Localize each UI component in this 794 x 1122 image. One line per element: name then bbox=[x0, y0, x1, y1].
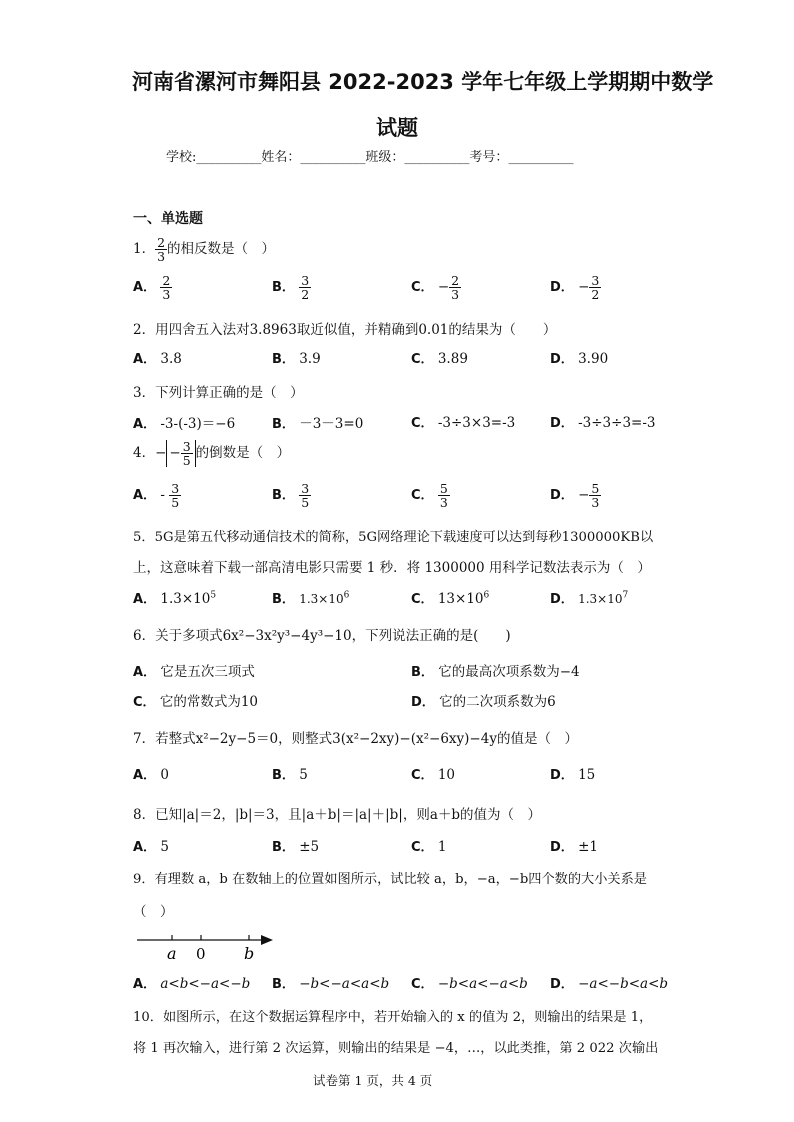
option-value: 3.9 bbox=[299, 351, 321, 367]
option-label: A． bbox=[133, 977, 157, 992]
option-value: 1.3×10 bbox=[160, 591, 211, 607]
option-label: A． bbox=[133, 665, 157, 680]
fraction-numerator: 3 bbox=[171, 481, 180, 496]
question-8: 8．已知|a|＝2，|b|＝3，且|a＋b|＝|a|＋|b|，则a＋b的值为（ ） bbox=[133, 807, 542, 823]
question-7: 7．若整式x²−2y−5＝0，则整式3(x²−2xy)−(x²−6xy)−4y的值是（ ） bbox=[133, 731, 578, 747]
option-label: A． bbox=[133, 280, 157, 296]
page-title-line1: 河南省漯河市舞阳县 2022-2023 学年七年级上学期期中数学 bbox=[132, 70, 714, 94]
q9-option-a bbox=[133, 973, 250, 992]
q4-option-b bbox=[272, 482, 311, 509]
option-value: -3÷3÷3=-3 bbox=[578, 415, 656, 431]
option-value: 0 bbox=[160, 767, 169, 783]
option-value: 它是五次三项式 bbox=[160, 664, 255, 680]
option-value: 1.3×10 bbox=[299, 592, 344, 606]
question-10-line1: 10．如图所示，在这个数据运算程序中，若开始输入的 x 的值为 2，则输出的结果是 1， bbox=[133, 1010, 653, 1025]
q1-option-a bbox=[133, 274, 172, 301]
q1-option-b bbox=[272, 274, 311, 301]
option-value: 15 bbox=[578, 767, 596, 783]
number-blank: __________ bbox=[508, 150, 574, 165]
q2-option-b bbox=[272, 348, 321, 367]
question-3: 3．下列计算正确的是（ ） bbox=[133, 385, 304, 401]
option-value: 1.3×10 bbox=[578, 592, 623, 606]
option-label: B． bbox=[272, 280, 295, 296]
question-2: 2．用四舍五入法对3.8963取近似值，并精确到0.01的结果为（ ） bbox=[133, 322, 557, 338]
question-10-line2: 将 1 再次输入，进行第 2 次运算，则输出的结果是 −4，…，以此类推，第 2 022 次输出 bbox=[133, 1041, 659, 1056]
exponent: 5 bbox=[210, 590, 217, 601]
option-label: C． bbox=[411, 280, 434, 296]
option-value: ±5 bbox=[299, 839, 320, 855]
fraction-denominator: 2 bbox=[301, 287, 310, 303]
option-value: 3.90 bbox=[578, 351, 609, 367]
option-label: B． bbox=[272, 592, 295, 607]
option-label: B． bbox=[272, 417, 295, 432]
minus-sign: − bbox=[437, 279, 450, 296]
q6-option-b bbox=[411, 660, 580, 680]
q8-option-d bbox=[550, 836, 598, 855]
section-heading: 一、单选题 bbox=[133, 211, 203, 227]
exponent: 7 bbox=[622, 590, 629, 601]
option-label: D． bbox=[550, 592, 574, 607]
abs-bar bbox=[166, 440, 195, 467]
q4-option-d bbox=[550, 482, 601, 509]
page-footer: 试卷第 1 页，共 4 页 bbox=[313, 1073, 433, 1088]
fraction-denominator: 5 bbox=[301, 495, 310, 511]
name-blank: __________ bbox=[300, 150, 366, 165]
q8-option-a bbox=[133, 836, 169, 855]
option-value: 5 bbox=[160, 839, 169, 855]
q5-option-d bbox=[550, 588, 628, 607]
q7-option-c bbox=[411, 764, 455, 783]
question-9-line2: （ ） bbox=[133, 904, 174, 920]
option-label: D． bbox=[550, 768, 574, 783]
exponent: 6 bbox=[483, 590, 490, 601]
q7-option-b bbox=[272, 764, 308, 783]
q6-option-c bbox=[133, 690, 258, 710]
q2-option-c bbox=[411, 348, 468, 367]
option-label: C． bbox=[411, 488, 434, 504]
question-9-line1: 9．有理数 a，b 在数轴上的位置如图所示，试比较 a，b，−a，−b四个数的大小关系是 bbox=[133, 872, 647, 887]
q3-option-b bbox=[272, 412, 363, 432]
option-label: D． bbox=[550, 488, 574, 504]
page-title-line2: 试题 bbox=[376, 116, 418, 140]
school-label: 学校: bbox=[166, 150, 197, 165]
q5-option-b bbox=[272, 588, 349, 607]
fraction-denominator: 3 bbox=[591, 495, 600, 511]
q9-option-c bbox=[411, 973, 528, 992]
option-value: 3.8 bbox=[160, 351, 182, 367]
option-value: －3－3=0 bbox=[299, 416, 364, 432]
option-value: 它的最高次项系数为−4 bbox=[438, 664, 580, 680]
question-4 bbox=[133, 440, 290, 467]
option-label: B． bbox=[272, 977, 295, 992]
option-label: B． bbox=[272, 840, 295, 855]
fraction-denominator: 5 bbox=[171, 495, 180, 511]
q1-fraction bbox=[155, 236, 167, 263]
fraction-numerator: 3 bbox=[301, 481, 310, 496]
q4-text: 的倒数是（ ） bbox=[195, 445, 291, 462]
fraction-numerator: 5 bbox=[439, 481, 448, 496]
option-label: A． bbox=[133, 352, 157, 367]
q7-option-d bbox=[550, 764, 595, 783]
axis-label-zero: 0 bbox=[196, 945, 206, 963]
option-label: C． bbox=[411, 840, 434, 855]
question-1 bbox=[133, 236, 275, 263]
option-label: A． bbox=[133, 417, 157, 432]
option-value: 它的二次项系数为6 bbox=[439, 694, 556, 710]
fraction-denominator: 3 bbox=[439, 495, 448, 511]
option-label: D． bbox=[411, 695, 435, 710]
option-value: 1 bbox=[437, 839, 447, 855]
school-blank: __________ bbox=[196, 150, 262, 165]
q9-option-b bbox=[272, 973, 389, 992]
fraction-denominator: 2 bbox=[591, 287, 600, 303]
option-value: 它的常数式为10 bbox=[159, 694, 259, 710]
option-label: D． bbox=[550, 280, 574, 296]
option-label: B． bbox=[272, 352, 295, 367]
option-label: A． bbox=[133, 488, 157, 504]
option-label: C． bbox=[411, 416, 434, 431]
q1-option-d bbox=[550, 274, 601, 301]
option-value: 10 bbox=[437, 767, 456, 783]
fraction-numerator: 3 bbox=[182, 439, 191, 454]
option-label: C． bbox=[411, 768, 434, 783]
info-line bbox=[166, 146, 573, 165]
fraction-denominator: 5 bbox=[182, 453, 191, 469]
option-label: B． bbox=[411, 665, 434, 680]
q6-option-d bbox=[411, 690, 556, 710]
axis-label-a: a bbox=[167, 944, 177, 963]
option-label: A． bbox=[133, 840, 157, 855]
option-value: 13×10 bbox=[437, 591, 484, 607]
option-value: 5 bbox=[299, 767, 308, 783]
option-label: D． bbox=[550, 977, 574, 992]
option-label: B． bbox=[272, 488, 295, 504]
fraction-denominator: 3 bbox=[162, 287, 171, 303]
q3-option-a bbox=[133, 412, 235, 432]
fraction-numerator: 2 bbox=[162, 273, 171, 288]
option-value: 3.89 bbox=[437, 351, 468, 367]
axis-label-b: b bbox=[244, 944, 255, 963]
q1-numerator: 2 bbox=[157, 235, 166, 250]
minus-sign: − bbox=[578, 487, 590, 504]
q4-number: 4． bbox=[133, 445, 156, 462]
number-line bbox=[135, 928, 280, 964]
q1-text: 的相反数是（ ） bbox=[167, 241, 276, 258]
option-value: -3÷3×3=-3 bbox=[437, 415, 516, 431]
fraction-numerator: 2 bbox=[451, 273, 460, 288]
fraction-numerator: 3 bbox=[591, 273, 600, 288]
q8-option-b bbox=[272, 836, 319, 855]
q1-option-c bbox=[411, 274, 461, 301]
number-label: 考号： bbox=[469, 150, 509, 165]
exponent: 6 bbox=[343, 590, 350, 601]
q3-option-d bbox=[550, 412, 656, 431]
option-label: D． bbox=[550, 352, 574, 367]
q4-option-a bbox=[133, 482, 181, 509]
q7-option-a bbox=[133, 764, 169, 783]
option-value: −a<−b<a<b bbox=[578, 976, 669, 992]
q3-option-c bbox=[411, 412, 515, 431]
q6-option-a bbox=[133, 660, 255, 680]
fraction-numerator: 3 bbox=[301, 273, 310, 288]
option-value: −b<a<−a<b bbox=[437, 976, 528, 992]
q1-number: 1． bbox=[133, 241, 156, 258]
question-5-line1: 5．5G是第五代移动通信技术的简称，5G网络理论下载速度可以达到每秒1300000KB以 bbox=[133, 530, 654, 545]
option-label: B． bbox=[272, 768, 295, 783]
minus-sign: − bbox=[155, 445, 167, 462]
q4-option-c bbox=[411, 482, 450, 509]
minus-sign: - bbox=[160, 487, 165, 504]
option-label: C． bbox=[411, 977, 434, 992]
option-label: D． bbox=[550, 840, 574, 855]
q9-option-d bbox=[550, 973, 668, 992]
option-label: D． bbox=[550, 416, 574, 431]
minus-sign: − bbox=[578, 279, 590, 296]
question-6: 6．关于多项式6x²−3x²y³−4y³−10，下列说法正确的是( ) bbox=[133, 628, 511, 644]
fraction-denominator: 3 bbox=[451, 287, 460, 303]
option-value: ±1 bbox=[578, 839, 598, 855]
minus-sign: − bbox=[169, 445, 181, 462]
q1-denominator: 3 bbox=[157, 249, 166, 265]
q5-option-c bbox=[411, 588, 489, 607]
option-label: C． bbox=[411, 592, 434, 607]
option-label: A． bbox=[133, 768, 157, 783]
q8-option-c bbox=[411, 836, 446, 855]
class-label: 班级： bbox=[365, 150, 405, 165]
fraction-numerator: 5 bbox=[591, 481, 600, 496]
question-5-line2: 上，这意味着下载一部高清电影只需要 1 秒．将 1300000 用科学记数法表示为（ ） bbox=[133, 560, 651, 576]
option-value: -3-(-3)＝−6 bbox=[160, 416, 236, 432]
name-label: 姓名： bbox=[261, 150, 301, 165]
option-value: −b<−a<a<b bbox=[299, 976, 390, 992]
option-label: A． bbox=[133, 592, 157, 607]
class-blank: __________ bbox=[404, 150, 470, 165]
q2-option-d bbox=[550, 348, 608, 367]
option-label: C． bbox=[133, 695, 156, 710]
q2-option-a bbox=[133, 348, 182, 367]
q5-option-a bbox=[133, 588, 216, 607]
option-label: C． bbox=[411, 352, 434, 367]
option-value: a<b<−a<−b bbox=[160, 976, 251, 992]
